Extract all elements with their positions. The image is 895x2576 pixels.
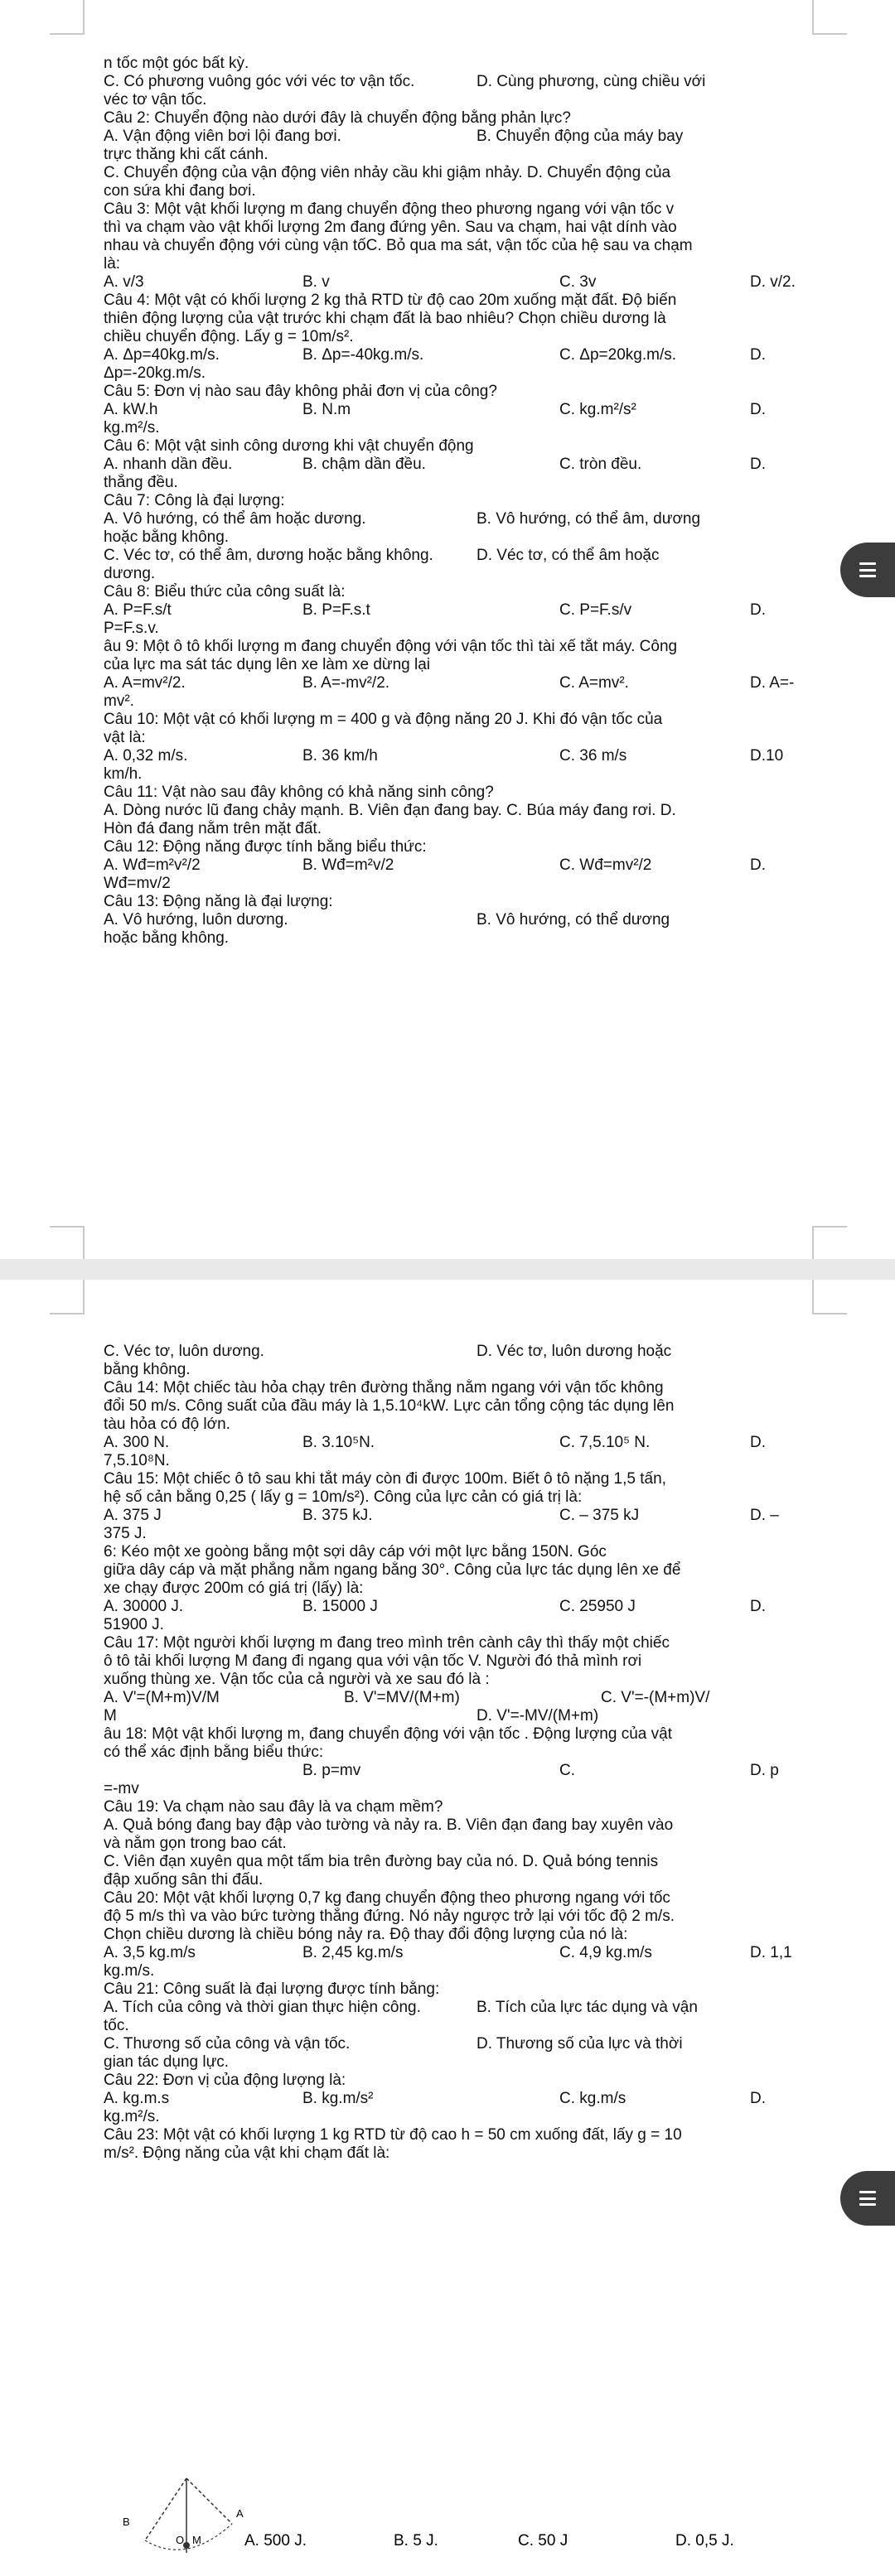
text-line [104, 328, 849, 346]
option-cell: B. kg.m/s² [302, 2090, 374, 2107]
text-line [104, 765, 849, 784]
text-line [104, 1580, 849, 1598]
text-line [104, 1908, 849, 1926]
option-cell: B. Vô hướng, có thể dương [477, 911, 670, 929]
text-line [104, 437, 849, 456]
q23-option-a: A. 500 J. [244, 2532, 307, 2549]
option-cell: B. Tích của lực tác dụng và vận [477, 1999, 698, 2016]
option-cell: C. Δp=20kg.m/s. [559, 346, 676, 364]
line-text: hoặc bằng không. [104, 528, 230, 546]
option-cell: C. [559, 1762, 575, 1779]
line-text: n tốc một góc bất kỳ. [104, 55, 249, 72]
text-line [104, 1889, 849, 1908]
line-text: m/s². Động năng của vật khi chạm đất là: [104, 2144, 390, 2162]
option-cell: D. Véc tơ, luôn dương hoặc [477, 1343, 672, 1360]
line-text: Câu 15: Một chiếc ô tô sau khi tắt máy còn đi được 100m. Biết ô tô nặng 1,5 tấn, [104, 1470, 666, 1488]
text-line [104, 1744, 849, 1762]
line-text: mv². [104, 692, 134, 710]
text-line [104, 1871, 849, 1889]
text-line [104, 182, 849, 200]
text-line [104, 838, 849, 856]
text-line [104, 1725, 849, 1744]
line-text: âu 9: Một ô tô khối lượng m đang chuyển động với vận tốc thì tài xế tắt máy. Công [104, 638, 678, 655]
text-line [104, 1543, 849, 1561]
line-text: dương. [104, 565, 156, 582]
text-line [104, 492, 849, 510]
option-cell: C. V'=-(M+m)V/ [601, 1689, 710, 1706]
line-text: Wđ=mv/2 [104, 875, 171, 892]
text-line [104, 1944, 849, 1962]
text-line [104, 1507, 849, 1525]
line-text: xuống thùng xe. Vận tốc của cả người và xe sau đó là : [104, 1671, 490, 1688]
option-cell: D. A=- [750, 674, 795, 692]
text-line [104, 419, 849, 437]
text-line [104, 1561, 849, 1580]
text-line [104, 1434, 849, 1452]
text-line [104, 656, 849, 674]
line-text: Câu 10: Một vật có khối lượng m = 400 g và động năng 20 J. Khi đó vận tốc của [104, 711, 663, 728]
line-text: Câu 8: Biểu thức của công suất là: [104, 583, 346, 601]
text-line [104, 638, 849, 656]
option-cell: C. Véc tơ, có thể âm, dương hoặc bằng không. [104, 547, 433, 564]
hamburger-menu-icon [859, 2191, 876, 2206]
option-cell: D. [750, 456, 766, 473]
crop-mark [50, 1280, 85, 1315]
line-text: đổi 50 m/s. Công suất của đầu máy là 1,5.10⁴kW. Lực cản tổng cộng tác dụng lên [104, 1397, 675, 1415]
option-cell: C. tròn đều. [559, 456, 642, 473]
text-line [104, 292, 849, 310]
option-cell: C. Thương số của công và vận tốc. [104, 2035, 351, 2053]
crop-mark [812, 1226, 847, 1259]
option-cell: A. Wđ=m²v²/2 [104, 856, 201, 874]
text-line [104, 1397, 849, 1416]
line-text: hệ số cản bằng 0,25 ( lấy g = 10m/s²). Công của lực cản có giá trị là: [104, 1488, 583, 1506]
text-line [104, 1980, 849, 1999]
option-cell: A. Δp=40kg.m/s. [104, 346, 220, 364]
text-line [104, 1634, 849, 1652]
line-text: tốc. [104, 2017, 129, 2034]
line-text: Câu 12: Động năng được tính bằng biểu thức: [104, 838, 427, 856]
line-text: Câu 23: Một vật có khối lượng 1 kg RTD từ độ cao h = 50 cm xuống đất, lấy g = 10 [104, 2126, 682, 2144]
line-text: ô tô tải khối lượng M đang đi ngang qua với vận tốc V. Người đó thả mình rơi [104, 1652, 642, 1670]
text-line [104, 547, 849, 565]
line-text: kg.m²/s. [104, 2108, 160, 2125]
text-line [104, 401, 849, 419]
line-text: Hòn đá đang nằm trên mặt đất. [104, 820, 322, 837]
option-cell: B. N.m [302, 401, 351, 418]
text-line [104, 729, 849, 747]
text-line [104, 109, 849, 128]
option-cell: A. V'=(M+m)V/M [104, 1689, 220, 1706]
line-text: C. Chuyển động của vận động viên nhảy cầu khi giậm nhảy. D. Chuyển động của [104, 164, 671, 181]
text-line [104, 692, 849, 711]
option-cell: B. Δp=-40kg.m/s. [302, 346, 424, 364]
line-text: con sứa khi đang bơi. [104, 182, 256, 200]
line-text: Câu 20: Một vật khối lượng 0,7 kg đang chuyển động theo phương ngang với tốc [104, 1889, 670, 1907]
text-line [104, 2090, 849, 2108]
option-cell: C. Véc tơ, luôn dương. [104, 1343, 264, 1360]
line-text: là: [104, 255, 121, 273]
q23-option-d: D. 0,5 J. [675, 2532, 734, 2549]
page-2-text [104, 1343, 849, 2163]
option-cell: A. Vô hướng, có thể âm hoặc dương. [104, 510, 366, 528]
text-line [104, 2126, 849, 2144]
text-line [104, 346, 849, 364]
option-cell: B. 15000 J [302, 1598, 378, 1615]
option-cell: D. Thương số của lực và thời [477, 2035, 683, 2053]
document-page-2 [0, 1280, 895, 2576]
text-line [104, 474, 849, 492]
line-text: Câu 22: Đơn vị của động lượng là: [104, 2072, 346, 2089]
line-text: thiên động lượng của vật trước khi chạm đất là bao nhiêu? Chọn chiều dương là [104, 310, 666, 327]
text-line [104, 802, 849, 820]
line-text: Câu 11: Vật nào sau đây không có khả năng sinh công? [104, 784, 494, 801]
line-text: Câu 3: Một vật khối lượng m đang chuyển động theo phương ngang với vận tốc v [104, 200, 675, 218]
option-cell: C. A=mv². [559, 674, 629, 692]
text-line [104, 200, 849, 219]
line-text: âu 18: Một vật khối lượng m, đang chuyển động với vận tốc . Động lượng của vật [104, 1725, 672, 1743]
text-line [104, 273, 849, 292]
option-cell: A. P=F.s/t [104, 601, 172, 619]
option-cell: A. 3,5 kg.m/s [104, 1944, 196, 1961]
text-line [104, 929, 849, 948]
text-line [104, 73, 849, 91]
label-o: O [176, 2534, 185, 2546]
text-line [104, 1470, 849, 1488]
line-text: bằng không. [104, 1361, 191, 1378]
line-text: thẳng đều. [104, 474, 178, 491]
option-cell: D. p [750, 1762, 779, 1779]
line-text: Câu 21: Công suất là đại lượng được tính bằng: [104, 1980, 440, 1998]
text-line [104, 1416, 849, 1434]
text-line [104, 875, 849, 893]
line-text: Câu 4: Một vật có khối lượng 2 kg thả RTD từ độ cao 20m xuống mặt đất. Độ biến [104, 292, 677, 309]
option-cell: B. p=mv [302, 1762, 361, 1779]
option-cell: A. kW.h [104, 401, 158, 418]
option-cell: A. 300 N. [104, 1434, 170, 1451]
option-cell: A. A=mv²/2. [104, 674, 186, 692]
option-cell: A. 0,32 m/s. [104, 747, 188, 765]
option-cell: D. [750, 2090, 766, 2107]
line-text: =-mv [104, 1780, 139, 1797]
text-line [104, 1707, 849, 1725]
option-cell: D. Cùng phương, cùng chiều với [477, 73, 706, 90]
line-text: P=F.s.v. [104, 620, 159, 637]
text-line [104, 1780, 849, 1798]
text-line [104, 456, 849, 474]
option-cell: A. Tích của công và thời gian thực hiện công. [104, 1999, 421, 2016]
line-text: C. Viên đạn xuyên qua một tấm bia trên đường bay của nó. D. Quả bóng tennis [104, 1853, 659, 1870]
line-text: hoặc bằng không. [104, 929, 230, 947]
option-cell: C. kg.m²/s² [559, 401, 636, 418]
text-line [104, 2053, 849, 2072]
line-text: Câu 14: Một chiếc tàu hỏa chạy trên đường thẳng nằm ngang với vận tốc không [104, 1379, 664, 1397]
line-text: vật là: [104, 729, 146, 746]
text-line [104, 1689, 849, 1707]
option-cell: D. [750, 401, 766, 418]
line-text: km/h. [104, 765, 143, 783]
text-line [104, 1598, 849, 1616]
line-text: Câu 17: Một người khối lượng m đang treo mình trên cành cây thì thấy một chiếc [104, 1634, 670, 1652]
text-line [104, 128, 849, 146]
line-text: đập xuống sân thi đấu. [104, 1871, 264, 1889]
line-text: và nằm gọn trong bao cát. [104, 1835, 287, 1852]
text-line [104, 1798, 849, 1816]
pendulum-string-left [145, 2478, 186, 2540]
text-line [104, 820, 849, 838]
text-line [104, 1379, 849, 1397]
line-text: Câu 19: Va chạm nào sau đây là va chạm mềm? [104, 1798, 443, 1816]
option-cell: B. V'=MV/(M+m) [344, 1689, 460, 1706]
option-cell: C. 36 m/s [559, 747, 627, 765]
text-line [104, 893, 849, 911]
text-line [104, 237, 849, 255]
option-cell: A. v/3 [104, 273, 144, 291]
label-m: M [192, 2534, 201, 2546]
line-text: Câu 6: Một vật sinh công dương khi vật chuyển động [104, 437, 474, 455]
text-line [104, 164, 849, 182]
text-line [104, 601, 849, 620]
line-text: nhau và chuyển động với cùng vận tốC. Bỏ qua ma sát, vận tốc của hệ sau va chạm [104, 237, 693, 254]
line-text: xe chạy được 200m có giá trị (lấy) là: [104, 1580, 364, 1597]
option-cell: B. 375 kJ. [302, 1507, 373, 1524]
label-b: B [123, 2516, 130, 2528]
text-line [104, 1926, 849, 1944]
option-cell: D. [750, 1434, 766, 1451]
text-line [104, 620, 849, 638]
option-cell: D. [750, 346, 766, 364]
crop-mark [50, 0, 85, 35]
text-line [104, 747, 849, 765]
text-line [104, 1343, 849, 1361]
option-cell: B. chậm dần đều. [302, 456, 426, 473]
text-line [104, 565, 849, 583]
option-cell: D. V'=-MV/(M+m) [477, 1707, 599, 1725]
option-cell: D. – [750, 1507, 779, 1524]
option-cell: B. A=-mv²/2. [302, 674, 390, 692]
option-cell: B. 2,45 kg.m/s [302, 1944, 404, 1961]
option-cell: B. Chuyển động của máy bay [477, 128, 684, 145]
option-cell: B. Wđ=m²v/2 [302, 856, 394, 874]
line-text: độ 5 m/s thì va vào bức tường thẳng đứng. Nó nảy ngược trở lại với tốc độ 2 m/s. [104, 1908, 675, 1925]
crop-mark [812, 1280, 847, 1315]
crop-mark [50, 1226, 85, 1259]
line-text: A. Quả bóng đang bay đập vào tường và nảy ra. B. Viên đạn đang bay xuyên vào [104, 1816, 674, 1834]
pendulum-figure [108, 2474, 265, 2561]
line-text: Câu 2: Chuyển động nào dưới đây là chuyển động bằng phản lực? [104, 109, 571, 127]
option-cell: A. Vận động viên bơi lội đang bơi. [104, 128, 341, 145]
text-line [104, 911, 849, 929]
option-cell: C. 4,9 kg.m/s [559, 1944, 652, 1961]
option-cell: B. 3.10⁵N. [302, 1434, 375, 1451]
text-line [104, 364, 849, 383]
line-text: gian tác dụng lực. [104, 2053, 230, 2071]
page-1-text [104, 55, 849, 948]
text-line [104, 1816, 849, 1835]
text-line [104, 1962, 849, 1980]
option-cell: B. P=F.s.t [302, 601, 370, 619]
option-cell: D. Véc tơ, có thể âm hoặc [477, 547, 660, 564]
q23-option-b: B. 5 J. [394, 2532, 438, 2549]
option-cell: D.10 [750, 747, 784, 765]
q23-option-c: C. 50 J [518, 2532, 568, 2549]
text-line [104, 146, 849, 164]
text-line [104, 1671, 849, 1689]
text-line [104, 1452, 849, 1470]
line-text: 6: Kéo một xe goòng bằng một sợi dây cáp với một lực bằng 150N. Góc [104, 1543, 607, 1561]
crop-mark [812, 0, 847, 35]
line-text: Chọn chiều dương là chiều bóng nảy ra. Độ thay đổi động lượng của nó là: [104, 1926, 628, 1943]
text-line [104, 1762, 849, 1780]
line-text: kg.m/s. [104, 1962, 155, 1980]
option-cell: D. 1,1 [750, 1944, 792, 1961]
text-line [104, 255, 849, 273]
text-line [104, 1853, 849, 1871]
menu-button[interactable] [840, 543, 895, 597]
option-cell: B. Vô hướng, có thể âm, dương [477, 510, 701, 528]
text-line [104, 583, 849, 601]
option-cell: A. 30000 J. [104, 1598, 184, 1615]
text-line [104, 2017, 849, 2035]
text-line [104, 2108, 849, 2126]
option-cell: B. 36 km/h [302, 747, 378, 765]
text-line [104, 510, 849, 528]
text-line [104, 2144, 849, 2163]
text-line [104, 1488, 849, 1507]
option-cell: D. [750, 856, 766, 874]
text-line [104, 784, 849, 802]
text-line [104, 310, 849, 328]
hamburger-menu-icon [859, 562, 876, 577]
text-line [104, 1835, 849, 1853]
line-text: thì va chạm vào vật khối lượng 2m đang đứng yên. Sau va chạm, hai vật dính vào [104, 219, 677, 236]
line-text: của lực ma sát tác dụng lên xe làm xe dừng lại [104, 656, 431, 673]
option-cell: A. Vô hướng, luôn dương. [104, 911, 288, 929]
line-text: chiều chuyển động. Lấy g = 10m/s². [104, 328, 354, 345]
text-line [104, 711, 849, 729]
option-cell: B. v [302, 273, 330, 291]
text-line [104, 1525, 849, 1543]
document-page-1 [0, 0, 895, 1259]
option-cell: C. Có phương vuông góc với véc tơ vận tốc. [104, 73, 415, 90]
text-line [104, 674, 849, 692]
text-line [104, 383, 849, 401]
line-text: có thể xác định bằng biểu thức: [104, 1744, 324, 1761]
text-line [104, 528, 849, 547]
text-line [104, 2072, 849, 2090]
line-text: Câu 5: Đơn vị nào sau đây không phải đơn vị của công? [104, 383, 497, 400]
line-text: 7,5.10⁸N. [104, 1452, 170, 1469]
menu-button[interactable] [840, 2171, 895, 2226]
text-line [104, 856, 849, 875]
option-cell: D. [750, 1598, 766, 1615]
text-line [104, 1999, 849, 2017]
option-cell: C. – 375 kJ [559, 1507, 640, 1524]
option-cell: D. v/2. [750, 273, 796, 291]
option-cell: A. 375 J [104, 1507, 162, 1524]
option-cell: C. P=F.s/v [559, 601, 632, 619]
line-text: véc tơ vận tốc. [104, 91, 207, 109]
line-text: kg.m²/s. [104, 419, 160, 437]
text-line [104, 219, 849, 237]
text-line [104, 91, 849, 109]
text-line [104, 2035, 849, 2053]
pendulum-bob [183, 2542, 190, 2549]
option-cell: C. 7,5.10⁵ N. [559, 1434, 651, 1451]
line-text: tàu hỏa có độ lớn. [104, 1416, 230, 1433]
option-cell: D. [750, 601, 766, 619]
text-line [104, 1361, 849, 1379]
pendulum-string-right [186, 2478, 232, 2524]
text-line [104, 1616, 849, 1634]
label-a: A [236, 2507, 244, 2520]
option-cell: A. nhanh dần đều. [104, 456, 233, 473]
line-text: Câu 7: Công là đại lượng: [104, 492, 285, 509]
option-cell: C. 25950 J [559, 1598, 636, 1615]
line-text: trực thăng khi cất cánh. [104, 146, 268, 163]
option-cell: M [104, 1707, 117, 1725]
line-text: 51900 J. [104, 1616, 164, 1633]
option-cell: C. kg.m/s [559, 2090, 626, 2107]
text-line [104, 55, 849, 73]
option-cell: C. 3v [559, 273, 597, 291]
option-cell: A. kg.m.s [104, 2090, 170, 2107]
line-text: 375 J. [104, 1525, 147, 1542]
option-cell: C. Wđ=mv²/2 [559, 856, 652, 874]
line-text: giữa dây cáp và mặt phẳng nằm ngang bằng 30°. Công của lực tác dụng lên xe để [104, 1561, 681, 1579]
line-text: Câu 13: Động năng là đại lượng: [104, 893, 333, 910]
text-line [104, 1652, 849, 1671]
line-text: Δp=-20kg.m/s. [104, 364, 206, 382]
line-text: A. Dòng nước lũ đang chảy mạnh. B. Viên đạn đang bay. C. Búa máy đang rơi. D. [104, 802, 676, 819]
